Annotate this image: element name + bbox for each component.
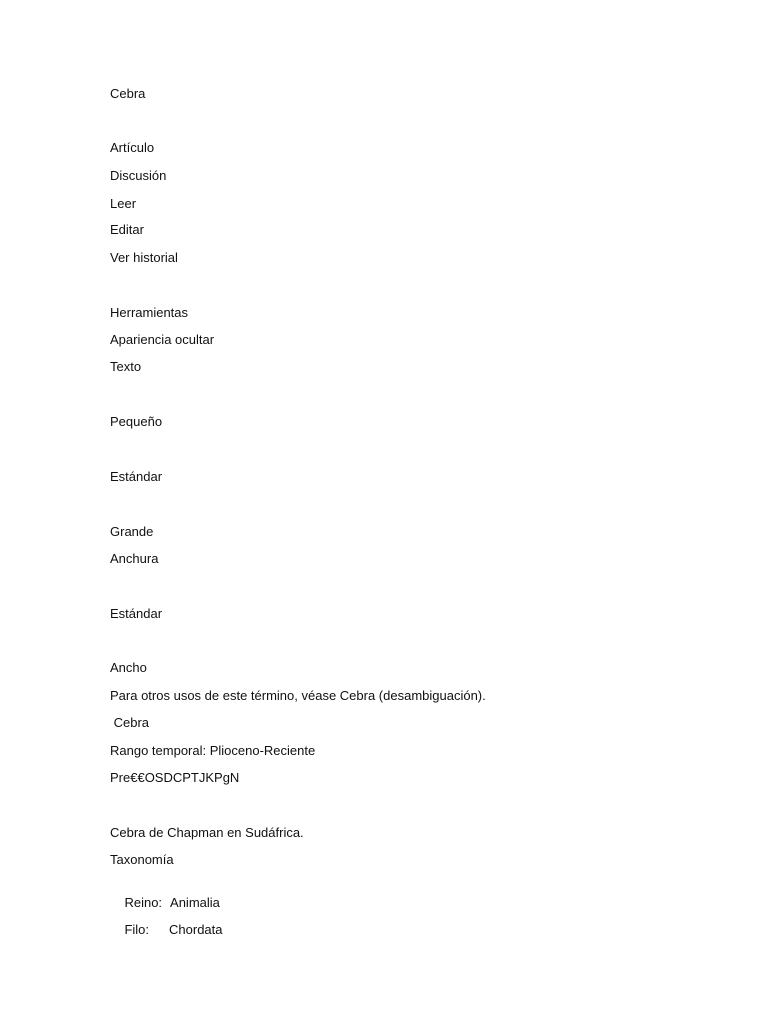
nav-link-discusion[interactable]: Discusión (110, 168, 167, 183)
nav-link-ver-historial[interactable]: Ver historial (110, 250, 178, 265)
taxonomy-heading: Taxonomía (110, 852, 174, 867)
nav-link-leer[interactable]: Leer (110, 196, 137, 211)
width-wide-option[interactable]: Ancho (110, 660, 147, 675)
nav-link-editar[interactable]: Editar (110, 222, 144, 237)
width-standard-option[interactable]: Estándar (110, 606, 163, 621)
text-size-label: Texto (110, 359, 142, 374)
hatnote: Para otros usos de este término, véase Cebra (desambiguación). (110, 688, 486, 703)
taxonomy-value-reino[interactable]: Animalia (170, 895, 220, 910)
text-size-small-option[interactable]: Pequeño (110, 414, 163, 429)
temporal-range: Rango temporal: Plioceno-Reciente (110, 743, 316, 758)
nav-link-articulo[interactable]: Artículo (110, 140, 155, 155)
page-title: Cebra (110, 86, 146, 101)
taxonomy-row-filo (110, 906, 223, 954)
text-size-large-option[interactable]: Grande (110, 524, 154, 539)
width-label: Anchura (110, 551, 159, 566)
taxonomy-label-filo: Filo: (124, 922, 150, 937)
taxonomy-value-filo[interactable]: Chordata (169, 922, 223, 937)
text-size-standard-option[interactable]: Estándar (110, 469, 163, 484)
tools-heading[interactable]: Herramientas (110, 305, 189, 320)
infobox-title: Cebra (110, 715, 150, 730)
appearance-toggle[interactable]: Apariencia ocultar (110, 332, 215, 347)
image-caption: Cebra de Chapman en Sudáfrica. (110, 825, 304, 840)
taxonomy-label-reino: Reino: (124, 895, 163, 910)
geologic-timeline: Pre€€OSDCPTJKPgN (110, 770, 240, 785)
